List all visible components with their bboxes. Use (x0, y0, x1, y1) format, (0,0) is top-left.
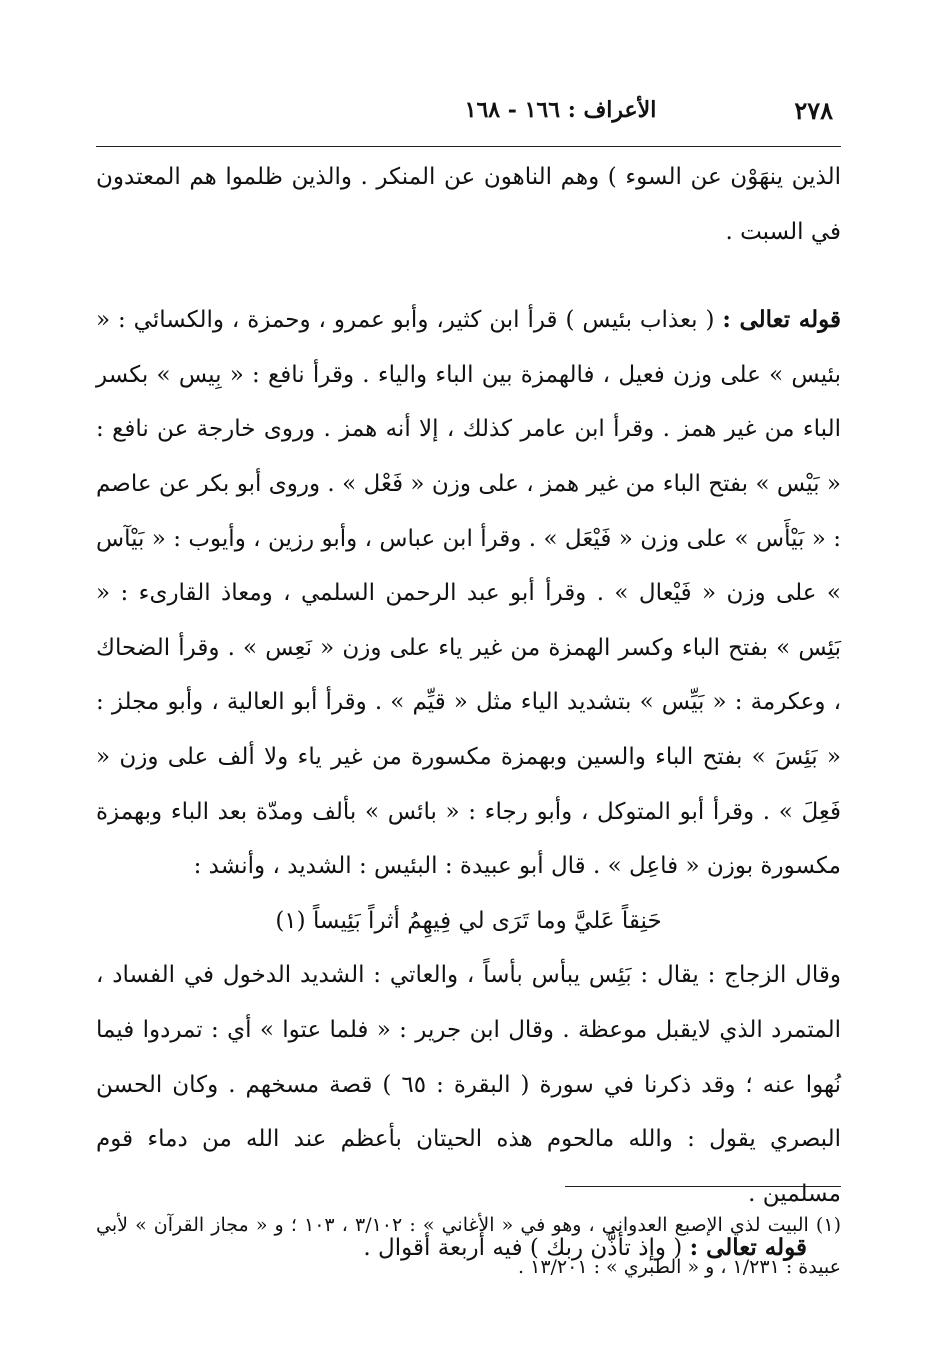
paragraph-1-text: الذين ينهَوْن عن السوء ) وهم الناهون عن المنكر . والذين ظلموا هم المعتدون في السبت . (96, 164, 841, 245)
paragraph-2-text: ( بعذاب بئيس ) قرأ ابن كثير، وأبو عمرو ، وحمزة ، والكسائي : « بئيس » على وزن فعيل ، فالهمزة بين الباء والياء . وقرأ نافع : « بِيس » بكسر الباء من غير همز . وقرأ ابن عامر كذلك ، إلا أنه همز . وروى خارجة عن نافع : « بَيْس » بفتح الباء من غير همز ، على وزن « فَعْل » . وروى أبو بكر عن عاصم : « بَيْأَس » على وزن « فَيْعَل » . وقرأ ابن عباس ، وأبو رزين ، وأيوب : « بَيْآس » على وزن « فَيْعال » . وقرأ أبو عبد الرحمن السلمي ، ومعاذ القارىء : « بَئِس » بفتح الباء وكسر الهمزة من غير ياء على وزن « نَعِس » . وقرأ الضحاك ، وعكرمة : « بَيِّس » بتشديد الياء مثل « قيِّم » . وقرأ أبو العالية ، وأبو مجلز : « بَئِسَ » بفتح الباء والسين وبهمزة مكسورة من غير ياء ولا ألف على وزن « فَعِلَ » . وقرأ أبو المتوكل ، وأبو رجاء : « بائس » بألف ومدّة بعد الباء وبهمزة مكسورة بوزن « فاعِل » . قال أبو عبيدة : البئيس : الشديد ، وأنشد : (96, 307, 841, 880)
page-number: ٢٧٨ (794, 95, 833, 125)
footnote-rule (565, 1186, 841, 1187)
paragraph-intro (96, 150, 841, 259)
paragraph-zajjaj (96, 948, 841, 1221)
keyword-qawluhu: قوله تعالى : (722, 306, 841, 334)
footnote-1: (١) البيت لذي الإصبع العدواني ، وهو في « الأغاني » : ٣/١٠٢ ، ١٠٣ ؛ و « مجاز القرآن » لأبي عبيدة : ١/٢٣١ ، و « الطبري » : ١٣/٢٠١ . (96, 1214, 841, 1278)
poetry-verse: حَنِقاً عَليَّ وما تَرَى لي فِيهِمُ أثراً بَئِيساً (١) (275, 907, 662, 934)
header-rule (96, 146, 841, 147)
footnotes (96, 1204, 841, 1288)
running-head: الأعراف : ١٦٦ - ١٦٨ (464, 97, 657, 123)
paragraph-readings (96, 293, 841, 894)
keyword-qawluhu-2: قوله تعالى : (689, 1234, 807, 1262)
page-header (96, 90, 841, 130)
paragraph-3-text: وقال الزجاج : يقال : بَئِس يبأس بأساً ، والعاتي : الشديد الدخول في الفساد ، المتمرد الذي لايقبل موعظة . وقال ابن جرير : « فلما عتوا » أي : تمردوا فيما نُهوا عنه ؛ وقد ذكرنا في سورة ( البقرة : ٦٥ ) قصة مسخهم . وكان الحسن البصري يقول : والله مالحوم هذه الحيتان بأعظم عند الله من دماء قوم مسلمين . (96, 962, 841, 1207)
main-text (96, 150, 841, 1276)
paragraph-4-text: ( وإذ تأذَّن ربك ) فيه أربعة أقوال . (363, 1235, 683, 1262)
